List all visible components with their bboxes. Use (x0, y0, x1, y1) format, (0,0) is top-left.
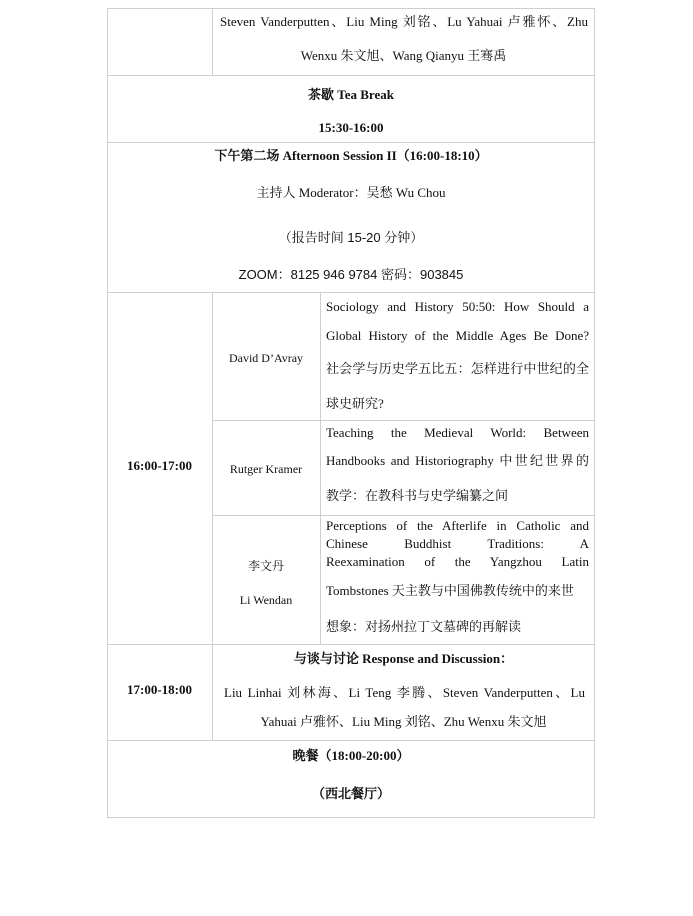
talk-title-line: Reexamination of the Yangzhou Latin (326, 554, 589, 569)
talk-title-line: Chinese Buddhist Traditions: A (326, 536, 589, 551)
talk-title-line: Teaching the Medieval World: Between (326, 425, 589, 440)
participants-line: Wenxu 朱文旭、Wang Qianyu 王骞禹 (300, 48, 507, 63)
talk-title-line: Sociology and History 50:50: How Should a (326, 299, 589, 314)
session-title: 下午第二场 Afternoon Session II（16:00-18:10） (214, 148, 488, 163)
tea-break-title: 茶歇 Tea Break (308, 87, 394, 102)
row-divider (212, 420, 595, 421)
talk-title-line: 社会学与历史学五比五：怎样进行中世纪的全 (326, 361, 589, 376)
time-slot: 17:00-18:00 (127, 682, 192, 697)
participants-line: Steven Vanderputten、Liu Ming 刘铭、Lu Yahuai 卢雅怀、Zhu (220, 14, 588, 29)
discussion-heading: 与谈与讨论 Response and Discussion： (293, 651, 514, 666)
talk-title-line: Perceptions of the Afterlife in Catholic and (326, 518, 589, 533)
talk-title-line: 教学：在教科书与史学编纂之间 (326, 488, 509, 503)
speaker-name: Li Wendan (239, 593, 293, 607)
talk-title-line: Tombstones 天主教与中国佛教传统中的来世 (326, 583, 574, 598)
zoom-info: ZOOM：8125 946 9784 密码：903845 (238, 267, 464, 282)
row-divider (107, 142, 595, 143)
moderator-line: 主持人 Moderator：吴愁 Wu Chou (256, 185, 446, 200)
row-divider (107, 75, 595, 76)
dinner-place: （西北餐厅） (311, 786, 390, 801)
row-divider (212, 515, 595, 516)
speaker-name: David D’Avray (228, 351, 304, 365)
discussants-line: Yahuai 卢雅怀、Liu Ming 刘铭、Zhu Wenxu 朱文旭 (260, 714, 547, 729)
column-divider (212, 8, 213, 75)
speaker-name-cn: 李文丹 (247, 559, 284, 573)
column-divider (320, 292, 321, 644)
report-time-note: （报告时间 15-20 分钟） (278, 230, 424, 245)
talk-title-line: 球史研究? (326, 396, 384, 411)
talk-title-line: Handbooks and Historiography 中世纪世界的 (326, 453, 589, 468)
speaker-name: Rutger Kramer (229, 462, 303, 476)
row-divider (107, 292, 595, 293)
tea-break-time: 15:30-16:00 (318, 120, 384, 135)
row-divider (107, 644, 595, 645)
dinner-title: 晚餐（18:00-20:00） (292, 748, 410, 763)
discussants-line: Liu Linhai 刘林海、Li Teng 李腾、Steven Vanderputten、Lu (224, 685, 585, 700)
talk-title-line: 想象：对扬州拉丁文墓碑的再解读 (326, 619, 522, 634)
talk-title-line: Global History of the Middle Ages Be Done? (326, 328, 589, 343)
row-divider (107, 740, 595, 741)
time-slot: 16:00-17:00 (127, 458, 192, 473)
